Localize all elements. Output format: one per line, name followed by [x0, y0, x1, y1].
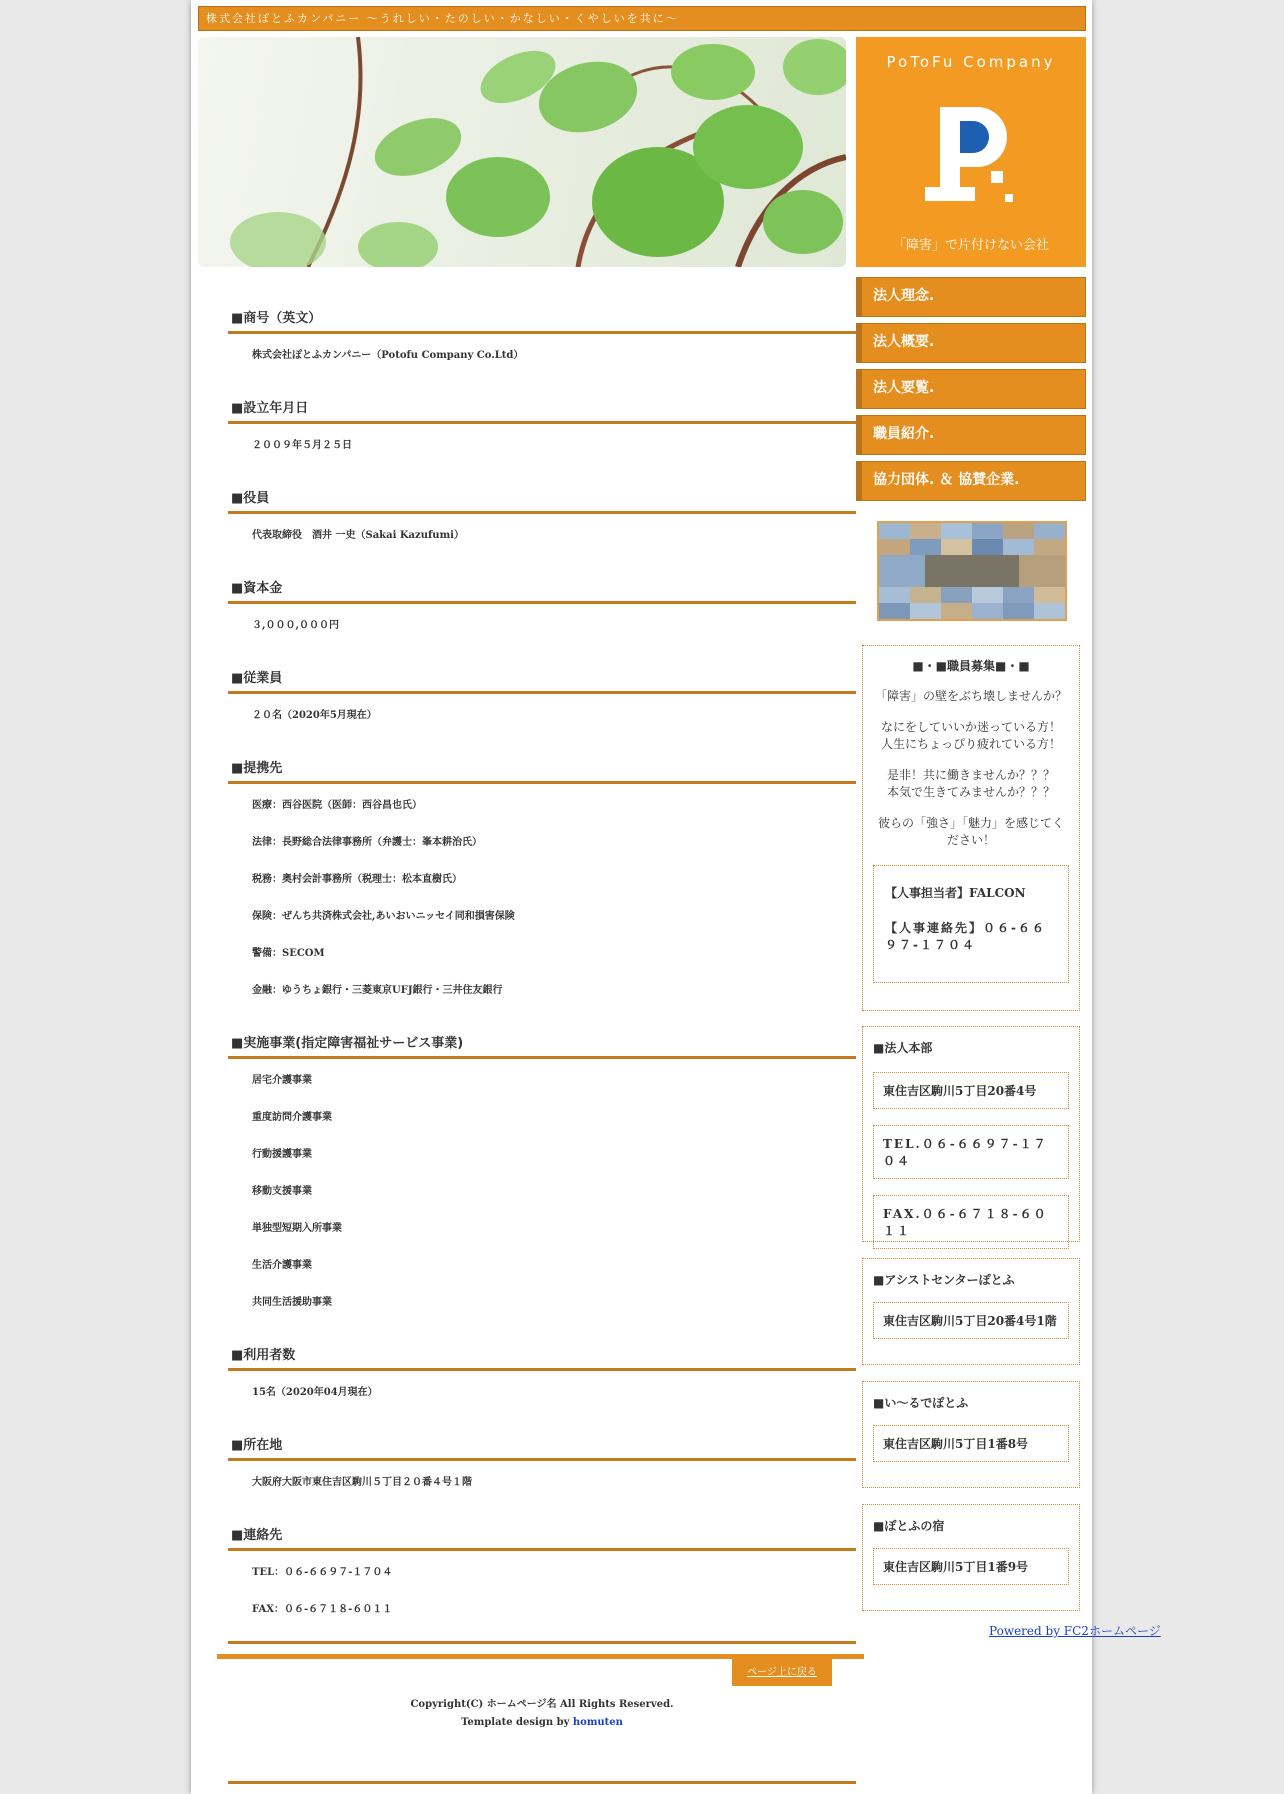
yado-title: ■ぽとふの宿: [873, 1519, 945, 1533]
homuten-link[interactable]: homuten: [572, 1717, 623, 1728]
recruit-contact: [873, 865, 1069, 983]
info-section: [228, 305, 856, 395]
recruit-title: ■・■職員募集■・■: [912, 659, 1030, 673]
section-heading: ■利用者数: [228, 1342, 856, 1371]
section-heading: ■商号（英文）: [228, 305, 856, 334]
credit-prefix: Template design by: [461, 1717, 573, 1728]
divider: [228, 1641, 856, 1644]
hero-image: [198, 37, 846, 267]
section-item: 医療：西谷医院（医師：西谷昌也氏）: [252, 800, 422, 811]
section-list: [228, 334, 856, 395]
recruit-line: 彼らの「強さ」「魅力」を感じてください！: [877, 816, 1064, 847]
section-list: [228, 694, 856, 755]
main-content: [228, 305, 856, 1649]
section-heading: ■従業員: [228, 665, 856, 694]
section-heading: ■資本金: [228, 575, 856, 604]
section-heading: ■実施事業(指定障害福祉サービス事業): [228, 1030, 856, 1059]
section-item: ２００９年５月２５日: [252, 440, 352, 451]
info-section: [228, 665, 856, 755]
logo-tagline: 「障害」で片付けない会社: [892, 238, 1049, 253]
template-credit: [228, 1717, 856, 1728]
recruit-box: [862, 645, 1080, 1011]
hq-fax: FAX.０６-６７１８-６０１１: [873, 1195, 1069, 1249]
site-tagline: 株式会社ぽとふカンパニー ～うれしい・たのしい・かなしい・くやしいを共に～: [198, 6, 1086, 31]
section-list: [228, 784, 856, 1030]
page-top-button[interactable]: ページ上に戻る: [732, 1659, 832, 1686]
headquarters-box: [862, 1026, 1080, 1242]
recruit-line: なにをしていいか迷っている方！ 人生にちょっぴり疲れている方！: [880, 720, 1061, 751]
section-list: [228, 514, 856, 575]
section-list: [228, 424, 856, 485]
info-section: [228, 485, 856, 575]
divider: [228, 1781, 856, 1784]
section-item: 15名（2020年04月現在）: [252, 1387, 378, 1398]
page: [191, 0, 1161, 1794]
section-item: TEL：０６-６６９７-１７０４: [252, 1567, 393, 1578]
section-list: [228, 1551, 856, 1649]
copyright: Copyright(C) ホームページ名 All Rights Reserved.: [410, 1699, 674, 1710]
nav-overview[interactable]: 法人概要.: [856, 323, 1086, 363]
section-item: 移動支援事業: [252, 1186, 312, 1197]
section-list: [228, 1461, 856, 1522]
nav-partners[interactable]: 協力団体. ＆ 協賛企業.: [856, 461, 1086, 501]
nav-summary[interactable]: 法人要覧.: [856, 369, 1086, 409]
section-heading: ■提携先: [228, 755, 856, 784]
section-item: 重度訪問介護事業: [252, 1112, 332, 1123]
assist-title: ■アシストセンターぽとふ: [873, 1273, 1015, 1287]
section-item: 金融：ゆうちょ銀行・三菱東京UFJ銀行・三井住友銀行: [252, 985, 503, 996]
iru-box: [862, 1381, 1080, 1488]
photo-collage-image: [879, 523, 1065, 619]
hq-tel: TEL.０６-６６９７-１７０４: [873, 1125, 1069, 1179]
info-section: [228, 1432, 856, 1522]
potofu-logo-icon: [925, 99, 1017, 209]
section-item: ２０名（2020年5月現在）: [252, 710, 377, 721]
info-section: [228, 575, 856, 665]
section-item: 保険：ぜんち共済株式会社,あいおいニッセイ同和損害保険: [252, 911, 515, 922]
info-section: [228, 395, 856, 485]
section-list: [228, 1059, 856, 1342]
section-heading: ■所在地: [228, 1432, 856, 1461]
hr-phone: 【人事連絡先】０６-６６９７-１７０４: [885, 921, 1046, 952]
staff-photo-collage[interactable]: [877, 521, 1067, 621]
section-heading: ■設立年月日: [228, 395, 856, 424]
section-item: 警備：SECOM: [252, 948, 325, 959]
logo-title: PoToFu Company: [886, 53, 1056, 71]
section-item: 生活介護事業: [252, 1260, 312, 1271]
nav-philosophy[interactable]: 法人理念.: [856, 277, 1086, 317]
hq-title: ■法人本部: [873, 1041, 933, 1055]
iru-title: ■い～るでぽとふ: [873, 1396, 969, 1410]
info-section: [228, 755, 856, 1030]
section-item: 大阪府大阪市東住吉区駒川５丁目２０番４号１階: [252, 1477, 472, 1488]
section-item: 居宅介護事業: [252, 1075, 312, 1086]
yado-box: [862, 1504, 1080, 1611]
assist-center-box: [862, 1258, 1080, 1365]
section-heading: ■連絡先: [228, 1522, 856, 1551]
side-nav: [856, 277, 1086, 507]
section-item: 共同生活援助事業: [252, 1297, 332, 1308]
section-list: [228, 1371, 856, 1432]
info-section: [228, 1030, 856, 1342]
info-section: [228, 1342, 856, 1432]
section-item: 行動援護事業: [252, 1149, 312, 1160]
section-item: ３,０００,０００円: [252, 620, 339, 631]
recruit-line: 是非！共に働きませんか？？？ 本気で生きてみませんか？？？: [886, 768, 1055, 799]
assist-address: 東住吉区駒川5丁目20番4号1階: [873, 1302, 1069, 1339]
yado-address: 東住吉区駒川5丁目1番9号: [873, 1548, 1069, 1585]
section-item: 税務：奥村会計事務所（税理士：松本直樹氏）: [252, 874, 462, 885]
hr-person: 【人事担当者】FALCON: [885, 886, 1026, 900]
section-item: 株式会社ぽとふカンパニー（Potofu Company Co.Ltd）: [252, 350, 524, 361]
section-heading: ■役員: [228, 485, 856, 514]
nav-staff[interactable]: 職員紹介.: [856, 415, 1086, 455]
leaf-illustration: [198, 37, 846, 267]
company-logo[interactable]: [856, 37, 1086, 267]
section-item: 代表取締役 酒井 一史（Sakai Kazufumi）: [252, 530, 464, 541]
section-list: [228, 604, 856, 665]
iru-address: 東住吉区駒川5丁目1番8号: [873, 1425, 1069, 1462]
info-section: [228, 1522, 856, 1649]
hq-address: 東住吉区駒川5丁目20番4号: [873, 1072, 1069, 1109]
powered-by-link[interactable]: Powered by FC2ホームページ: [989, 1624, 1161, 1638]
section-item: 法律：長野総合法律事務所（弁護士：峯本耕治氏）: [252, 837, 482, 848]
recruit-line: 「障害」の壁をぶち壊しませんか？: [874, 689, 1067, 703]
section-item: FAX：０６-６７１８-６０１１: [252, 1604, 393, 1615]
section-item: 単独型短期入所事業: [252, 1223, 342, 1234]
